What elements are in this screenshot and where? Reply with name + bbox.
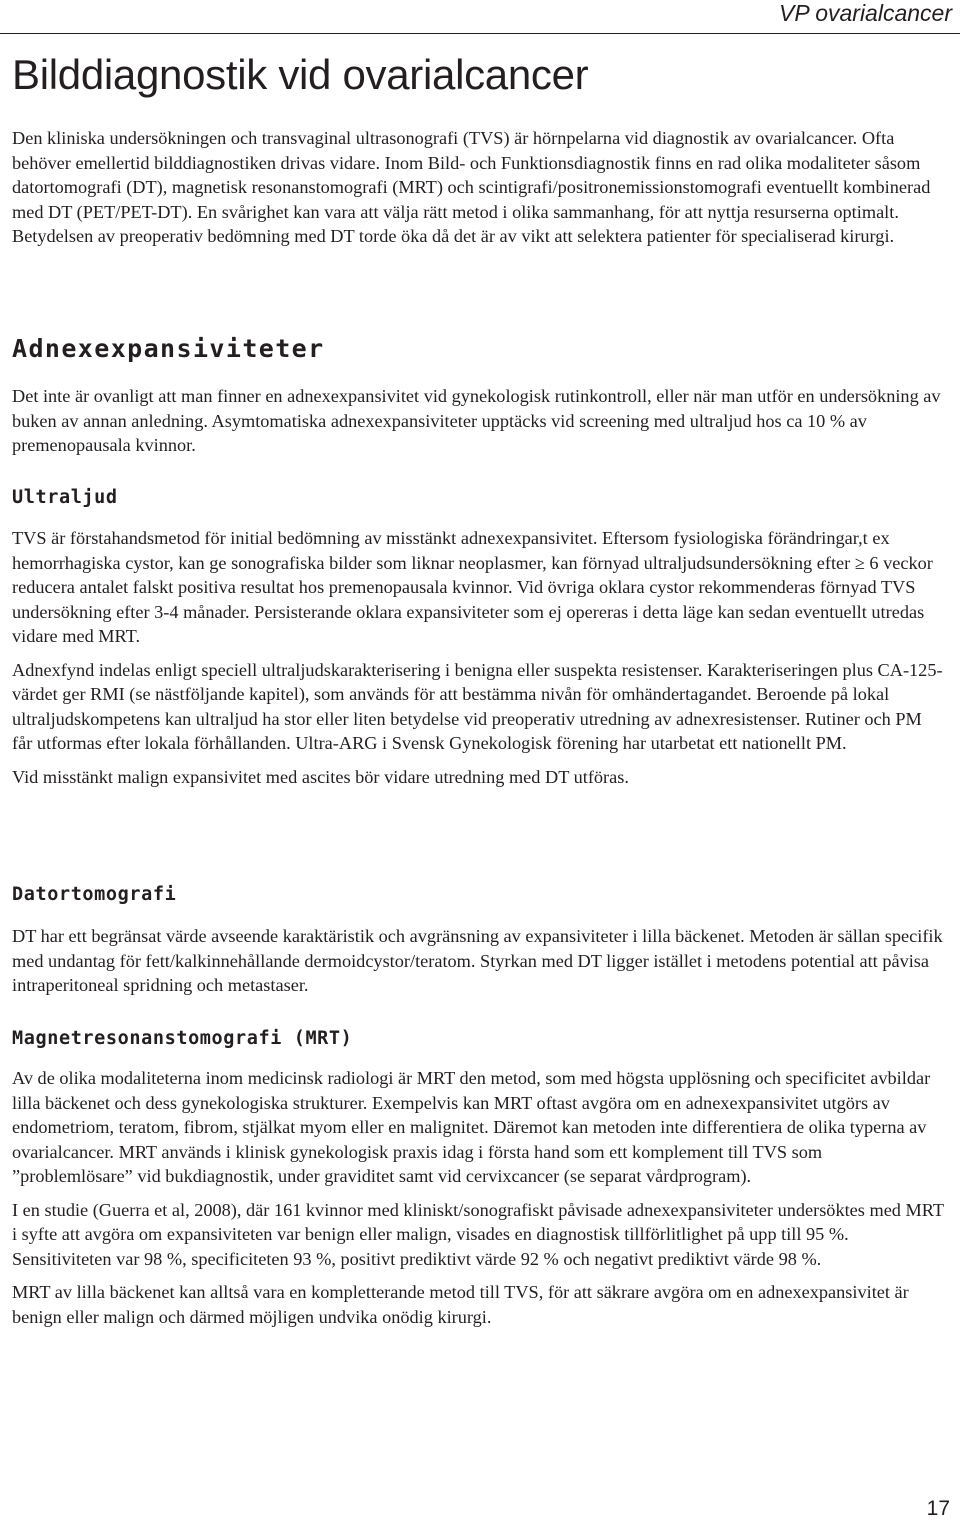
mrt-paragraph-2: I en studie (Guerra et al, 2008), där 161 kvinnor med kliniskt/sonografiskt påvisade adnexexpansiviteter undersöktes med MRT i syfte att avgöra om expansiviteten var benign eller malign, visades en diagnostisk tillförlitlighet på upp till 95 %. Sensitiviteten var 98 %, specificiteten 93 %, positivt prediktivt värde 92 % och negativt prediktivt värde 98 %. bbox=[12, 1199, 944, 1269]
page-number: 17 bbox=[926, 1497, 950, 1520]
mrt-section bbox=[12, 1066, 946, 1338]
adnex-paragraph: Det inte är ovanligt att man finner en adnexexpansivitet vid gynekologisk rutinkontroll, eller när man utför en undersökning av buken av annan anledning. Asymtomatiska adnexexpansiviteter upptäcks vid screening med ultraljud hos ca 10 % av premenopausala kvinnor. bbox=[12, 386, 941, 455]
adnex-heading: Adnexexpansiviteter bbox=[12, 334, 325, 363]
mrt-heading: Magnetresonanstomografi (MRT) bbox=[12, 1028, 353, 1049]
adnex-section bbox=[12, 384, 946, 467]
ultraljud-section bbox=[12, 526, 946, 798]
dt-heading: Datortomografi bbox=[12, 884, 177, 905]
intro-section bbox=[12, 126, 946, 258]
ultraljud-heading: Ultraljud bbox=[12, 487, 118, 508]
running-head: VP ovarialcancer bbox=[778, 0, 952, 26]
header-rule bbox=[0, 33, 960, 34]
mrt-paragraph-1: Av de olika modaliteterna inom medicinsk radiologi är MRT den metod, som med högsta upplösning och specificitet avbildar lilla bäckenet och dess gynekologiska strukturer. Exempelvis kan MRT oftast avgöra om en adnexexpansivitet utgörs av endometriom, teratom, fibrom, stjälkat myom eller en malignitet. Däremot kan metoden inte differentiera de olika typerna av ovarialcancer. MRT används i klinisk gynekologisk praxis idag i första hand som ett komplement till TVS som ”problemlösare” vid bukdiagnostik, under graviditet samt vid cervixcancer (se separat vårdprogram). bbox=[12, 1068, 931, 1186]
ultraljud-paragraph-2: Adnexfynd indelas enligt speciell ultraljudskarakterisering i benigna eller suspekta resistenser. Karakteriseringen plus CA-125-värdet ger RMI (se nästföljande kapitel), som används för att bestämma nivån för omhändertagandet. Beroende på lokal ultraljudskompetens kan ultraljud ha stor eller liten betydelse vid preoperativ utredning av adnexresistenser. Rutiner och PM får utformas efter lokala förhållanden. Ultra-ARG i Svensk Gynekologisk förening har utarbetat ett nationellt PM. bbox=[12, 659, 943, 753]
ultraljud-paragraph-1: TVS är förstahandsmetod för initial bedömning av misstänkt adnexexpansivitet. Eftersom fysiologiska förändringar,t ex hemorrhagiska cystor, kan ge sonografiska bilder som liknar neoplasmer, kan förnyad ultraljudsundersökning efter ≥ 6 veckor reducera antalet falskt positiva resultat hos premenopausala kvinnor. Vid övriga oklara cystor rekommenderas förnyad TVS undersökning efter 3-4 månader. Persisterande oklara expansiviteter som ej opereras i detta läge kan sedan eventuellt utredas vidare med MRT. bbox=[12, 528, 933, 646]
dt-section bbox=[12, 924, 946, 1007]
page-title: Bilddiagnostik vid ovarialcancer bbox=[12, 51, 589, 98]
intro-paragraph: Den kliniska undersökningen och transvaginal ultrasonografi (TVS) är hörnpelarna vid diagnostik av ovarialcancer. Ofta behöver emellertid bilddiagnostiken drivas vidare. Inom Bild- och Funktionsdiagnostik finns en rad olika modaliteter såsom datortomografi (DT), magnetisk resonanstomografi (MRT) och scintigrafi/positronemissionstomografi eventuellt kombinerad med DT (PET/PET-DT). En svårighet kan vara att välja rätt metod i olika sammanhang, för att nyttja resurserna optimalt. Betydelsen av preoperativ bedömning med DT torde öka då det är av vikt att selektera patienter för specialiserad kirurgi. bbox=[12, 128, 931, 246]
ultraljud-paragraph-3: Vid misstänkt malign expansivitet med ascites bör vidare utredning med DT utföras. bbox=[12, 766, 629, 787]
dt-paragraph: DT har ett begränsat värde avseende karaktäristik och avgränsning av expansiviteter i lilla bäckenet. Metoden är sällan specifik med undantag för fett/kalkinnehållande dermoidcystor/teratom. Styrkan med DT ligger istället i metodens potential att påvisa intraperitoneal spridning och metastaser. bbox=[12, 926, 943, 995]
mrt-paragraph-3: MRT av lilla bäckenet kan alltså vara en kompletterande metod till TVS, för att säkrare avgöra om en adnexexpansivitet är benign eller malign och därmed möjligen undvika onödig kirurgi. bbox=[12, 1282, 909, 1327]
